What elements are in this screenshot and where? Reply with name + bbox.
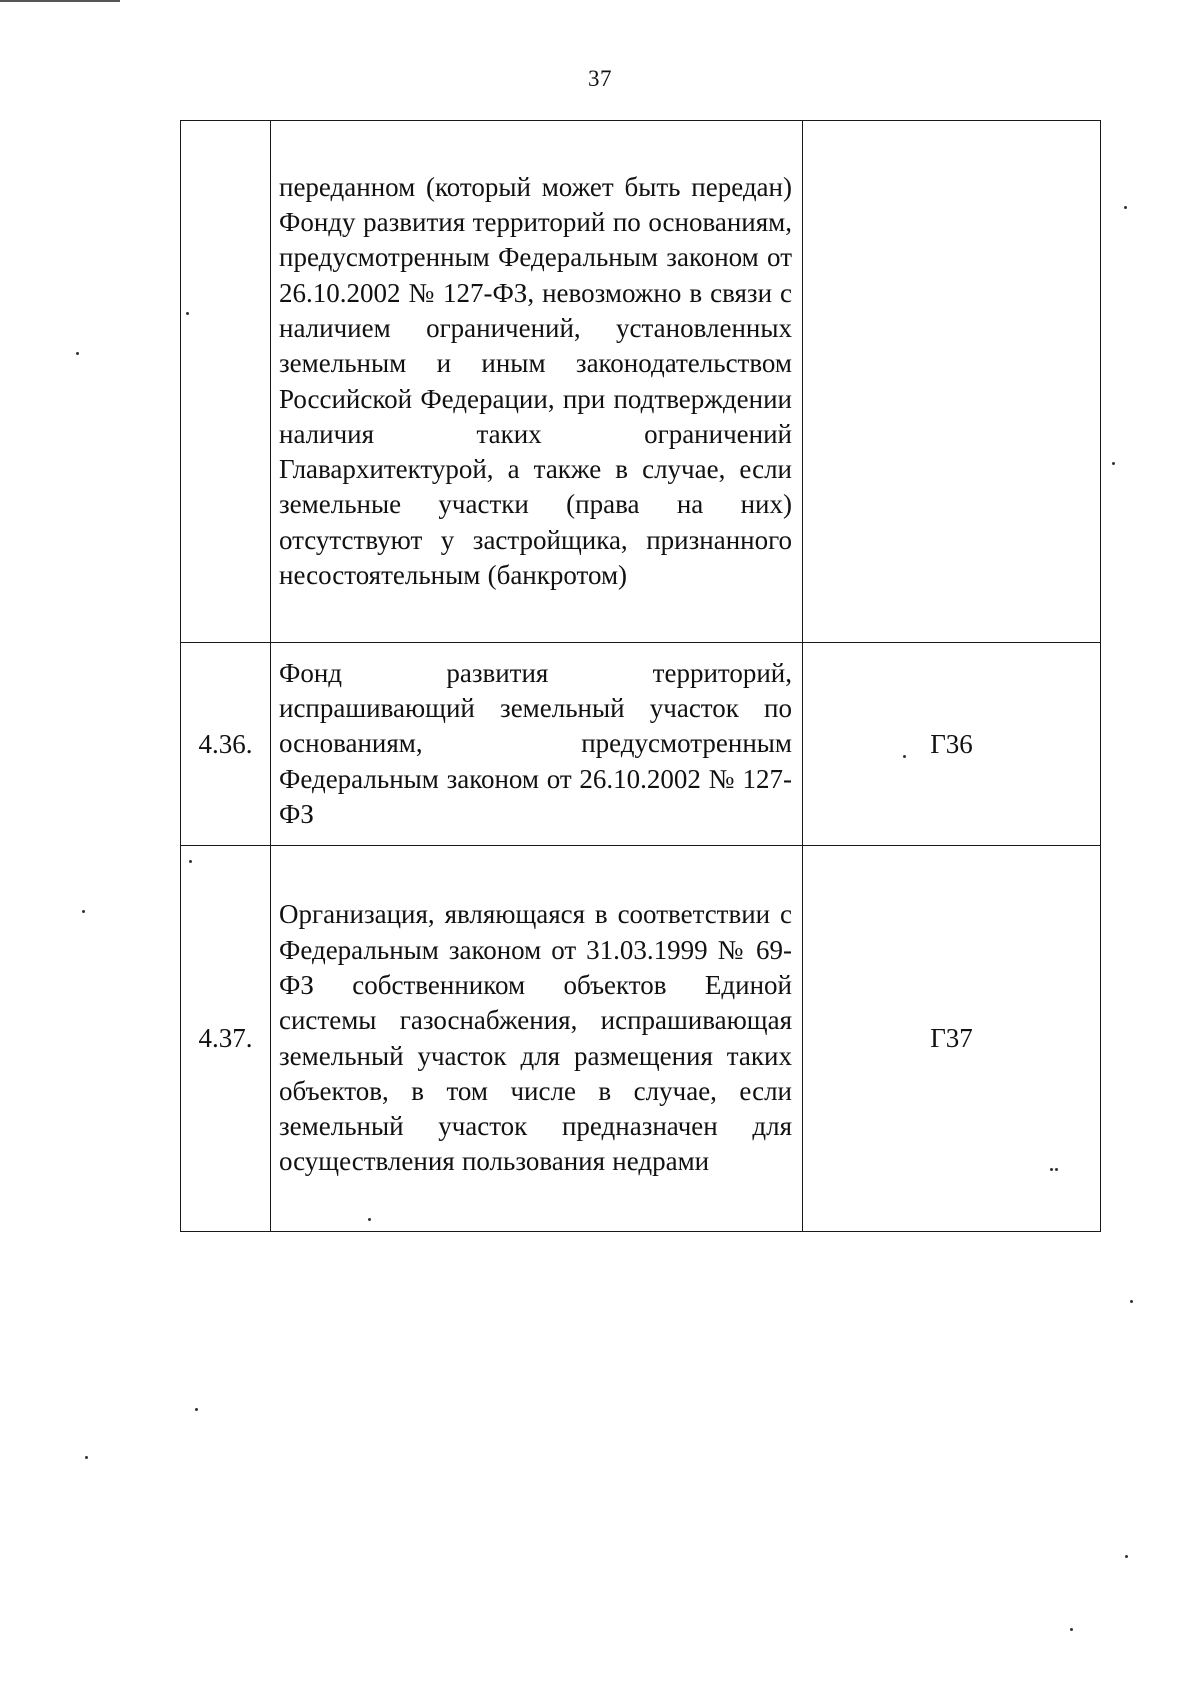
row-code-cell [803, 121, 1101, 643]
table-row [181, 121, 1101, 643]
document-table [180, 120, 1101, 1232]
scan-speck [1112, 462, 1115, 465]
scan-speck [1055, 1168, 1058, 1171]
scan-speck [1125, 1555, 1128, 1558]
row-code-cell: Г37 [803, 846, 1101, 1232]
row-number-cell [181, 121, 271, 643]
scan-speck [186, 312, 189, 315]
row-description-text: Организация, являющаяся в соответствии с Федеральным законом от 31.03.1999 № 69-ФЗ собственником объектов Единой системы газоснабжения, испрашивающая земельный участок для размещения таких объектов, в том числе в случае, если земельный участок предназначен для осуществления пользования недрами [279, 899, 792, 1177]
row-number-cell: 4.37. [181, 846, 271, 1232]
scan-speck [76, 352, 79, 355]
scan-speck [1050, 1168, 1053, 1171]
row-description-cell [271, 846, 803, 1232]
row-number-cell: 4.36. [181, 643, 271, 846]
scan-speck [82, 910, 85, 913]
table-row [181, 643, 1101, 846]
page-number: 37 [588, 66, 612, 91]
scan-speck [368, 1218, 371, 1221]
row-code-cell: Г36 [803, 643, 1101, 846]
scan-speck [195, 1408, 198, 1411]
table-row [181, 846, 1101, 1232]
scan-speck [1124, 206, 1127, 209]
scan-edge-line [0, 0, 120, 2]
scan-speck [1130, 1300, 1133, 1303]
row-description-cell [271, 643, 803, 846]
row-description-cell [271, 121, 803, 643]
scan-speck [189, 860, 192, 863]
row-description-text: Фонд развития территорий, испрашивающий земельный участок по основаниям, предусмотренным Федеральным законом от 26.10.2002 № 127-ФЗ [279, 657, 792, 829]
scan-speck [85, 1456, 88, 1459]
scan-speck [903, 755, 906, 758]
row-description-text: переданном (который может быть передан) Фонду развития территорий по основаниям, предусмотренным Федеральным законом от 26.10.2002 № 127-ФЗ, невозможно в связи с наличием ограничений, установленных земельным и иным законодательством Российской Федерации, при подтверждении наличия таких ограничений Главархитектурой, а также в случае, если земельные участки (права на них) отсутствуют у застройщика, признанного несостоятельным (банкротом) [279, 171, 792, 590]
scan-speck [1070, 1628, 1073, 1631]
